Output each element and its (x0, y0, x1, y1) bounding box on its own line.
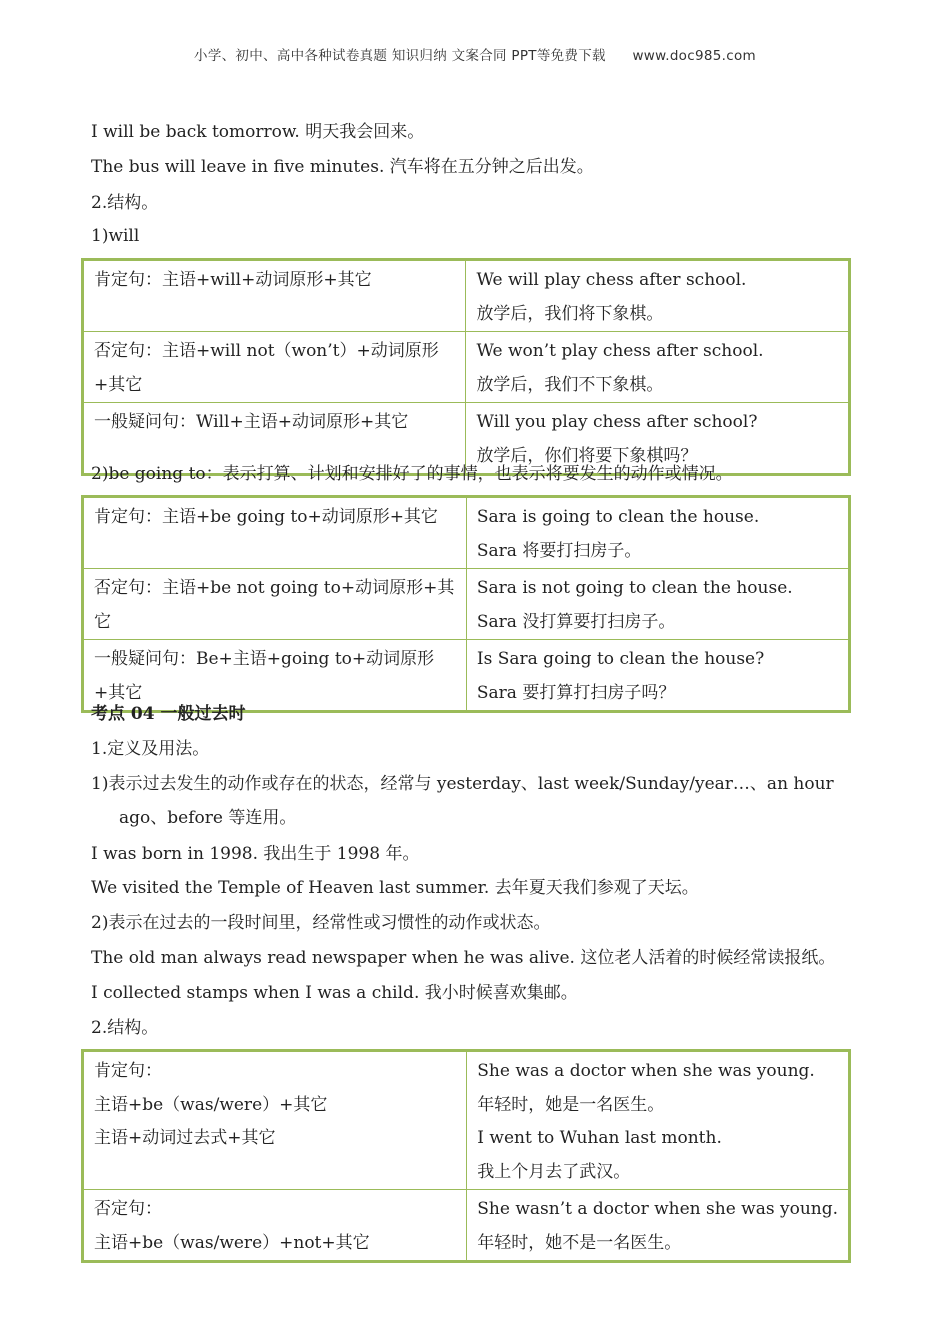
example-cell: Will you play chess after school? 放学后，你们将要下象棋吗？ (466, 403, 850, 475)
structure-heading: 2.结构。 (91, 193, 159, 213)
example-temple: We visited the Temple of Heaven last summer. 去年夏天我们参观了天坛。 (91, 878, 699, 898)
going-to-table (81, 495, 851, 713)
definition-heading: 1.定义及用法。 (91, 739, 210, 759)
rule-cell: 肯定句：主语+be going to+动词原形+其它 (83, 497, 467, 569)
example-bus-leave: The bus will leave in five minutes. 汽车将在五分钟之后出发。 (91, 157, 594, 177)
example-cell: Sara is not going to clean the house. Sara 没打算要打扫房子。 (466, 569, 849, 640)
rule-cell: 一般疑问句：Be+主语+going to+动词原形 +其它 (83, 640, 467, 712)
rule-cell: 肯定句： 主语+be（was/were）+其它 主语+动词过去式+其它 (83, 1051, 467, 1190)
example-newspaper: The old man always read newspaper when he was alive. 这位老人活着的时候经常读报纸。 (91, 948, 836, 968)
will-label: 1)will (91, 226, 140, 246)
going-to-label: 2)be going to：表示打算、计划和安排好了的事情，也表示将要发生的动作或情况。 (91, 464, 733, 484)
past-tense-table (81, 1049, 851, 1263)
example-cell: She wasn’t a doctor when she was young. 年轻时，她不是一名医生。 (467, 1190, 850, 1262)
example-cell: We won’t play chess after school. 放学后，我们不下象棋。 (466, 332, 850, 403)
table-row (83, 640, 850, 712)
page-header (0, 44, 950, 64)
table-row (83, 497, 850, 569)
example-cell: We will play chess after school. 放学后，我们将下象棋。 (466, 260, 850, 332)
table-row (83, 260, 850, 332)
table-row (83, 1190, 850, 1262)
rule-cell: 肯定句：主语+will+动词原形+其它 (83, 260, 466, 332)
rule-cell: 否定句：主语+be not going to+动词原形+其 它 (83, 569, 467, 640)
table-row (83, 1051, 850, 1190)
header-url[interactable]: www.doc985.com (632, 48, 756, 64)
header-text: 小学、初中、高中各种试卷真题 知识归纳 文案合同 PPT等免费下载 (194, 48, 606, 64)
usage-2: 2)表示在过去的一段时间里，经常性或习惯性的动作或状态。 (91, 913, 551, 933)
section-title: 考点 04 一般过去时 (91, 704, 246, 724)
rule-cell: 否定句：主语+will not（won’t）+动词原形 +其它 (83, 332, 466, 403)
will-table (81, 258, 851, 476)
example-cell: She was a doctor when she was young. 年轻时，她是一名医生。 I went to Wuhan last month. 我上个月去了武汉。 (467, 1051, 850, 1190)
usage-1-line-1: 1)表示过去发生的动作或存在的状态，经常与 yesterday、last week/Sunday/year…、an hour (91, 774, 834, 794)
structure-heading-2: 2.结构。 (91, 1018, 159, 1038)
rule-cell: 一般疑问句：Will+主语+动词原形+其它 (83, 403, 466, 475)
example-will-back: I will be back tomorrow. 明天我会回来。 (91, 122, 425, 142)
usage-1-line-2: ago、before 等连用。 (119, 808, 297, 828)
table-row (83, 332, 850, 403)
example-born: I was born in 1998. 我出生于 1998 年。 (91, 844, 420, 864)
rule-cell: 否定句： 主语+be（was/were）+not+其它 (83, 1190, 467, 1262)
example-stamps: I collected stamps when I was a child. 我小时候喜欢集邮。 (91, 983, 578, 1003)
table-row (83, 569, 850, 640)
example-cell: Sara is going to clean the house. Sara 将要打扫房子。 (466, 497, 849, 569)
example-cell: Is Sara going to clean the house? Sara 要打算打扫房子吗？ (466, 640, 849, 712)
